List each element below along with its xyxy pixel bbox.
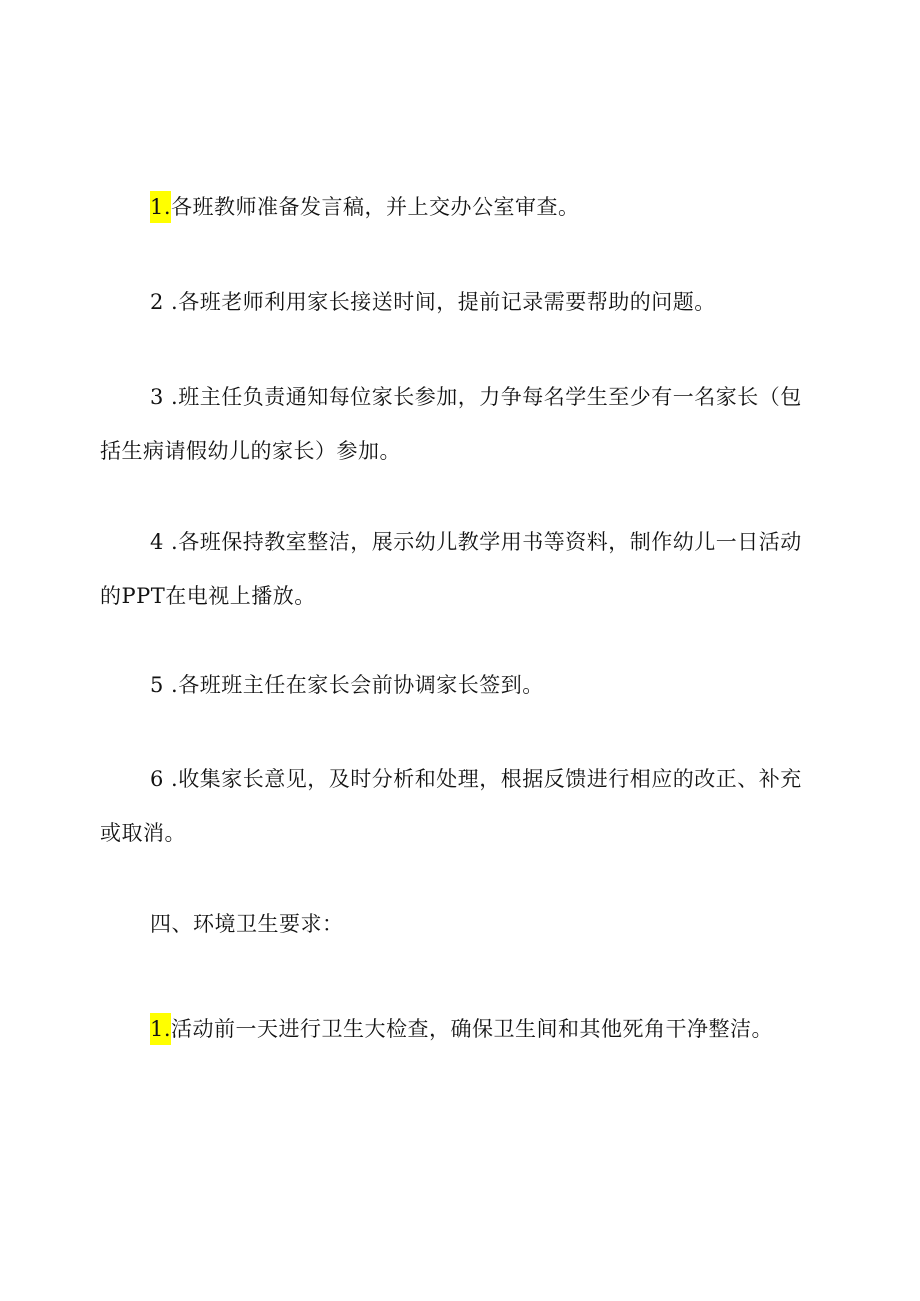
item-separator: . [163,290,179,314]
list-item-4 [100,515,822,623]
list-item-1 [100,180,822,234]
item-text: 各班班主任在家长会前协调家长签到。 [178,673,544,697]
item-separator: . [163,673,179,697]
item-number: 4 [150,530,164,554]
item-number: 3 [150,385,164,409]
list-item-3 [100,370,822,478]
item-text: 各班老师利用家长接送时间，提前记录需要帮助的问题。 [178,290,716,314]
item-number: 6 [150,767,164,791]
item-separator: . [163,530,179,554]
list-item-2 [100,275,822,329]
item-text: 班主任负责通知每位家长参加，力争每名学生至少有一名家长（包括生病请假幼儿的家长）参加。 [100,385,802,463]
item-text: 收集家长意见，及时分析和处理，根据反馈进行相应的改正、补充或取消。 [100,767,802,845]
section-heading [100,897,822,951]
section-heading-text: 四、环境卫生要求： [150,912,344,936]
item-number: 2 [150,290,164,314]
item-text: 各班保持教室整洁，展示幼儿教学用书等资料，制作幼儿一日活动的PPT在电视上播放。 [100,530,802,608]
item-number-highlighted: 1. [150,1013,171,1045]
item-separator: . [163,385,179,409]
list-item-6 [100,752,822,860]
item-text: 活动前一天进行卫生大检查，确保卫生间和其他死角干净整洁。 [171,1017,774,1041]
item-number: 5 [150,673,164,697]
item-text: 各班教师准备发言稿，并上交办公室审查。 [171,195,580,219]
list-item-5 [100,658,822,712]
section-list-item-1 [100,1002,822,1056]
item-number-highlighted: 1. [150,191,171,223]
item-separator: . [163,767,179,791]
